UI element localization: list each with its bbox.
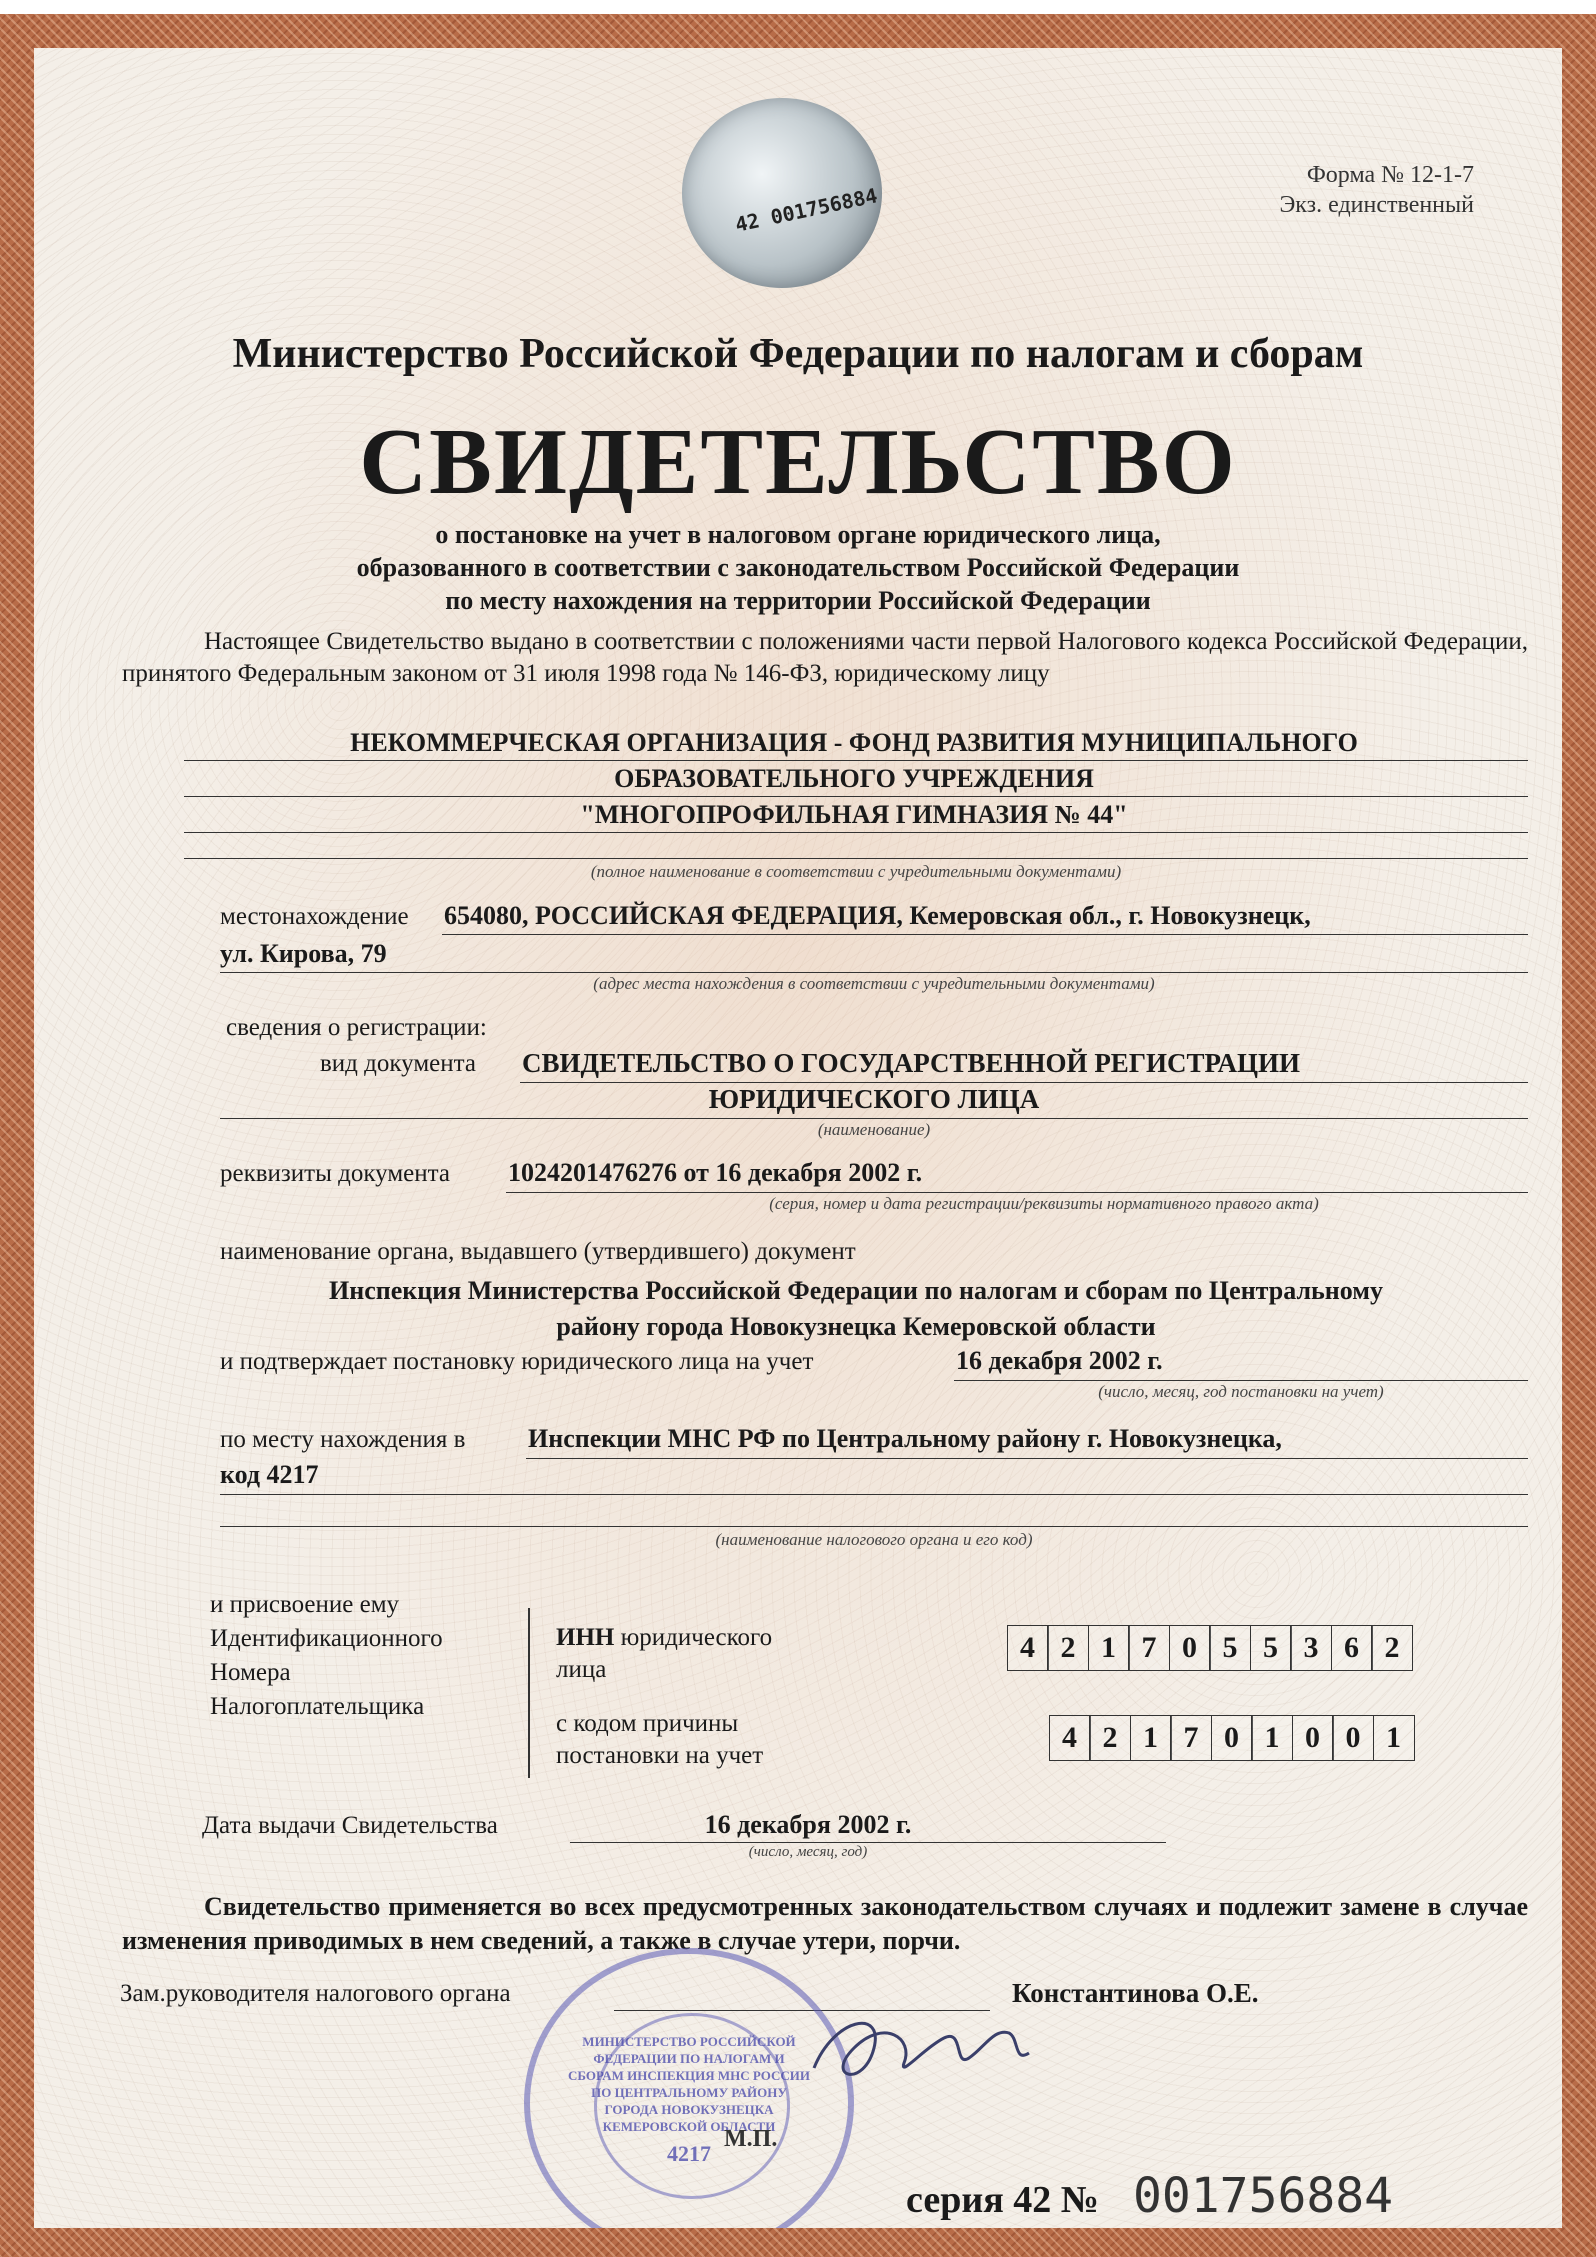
confirmation-label: и подтверждает постановку юридического лица на учет [220, 1348, 814, 1375]
underline [526, 1458, 1528, 1459]
tax-office-label: по месту нахождения в [220, 1426, 466, 1453]
location-label: местонахождение [220, 903, 409, 930]
doc-details-label: реквизиты документа [220, 1160, 450, 1187]
inn-caption-line-3: Номера [210, 1659, 291, 1686]
inn-label-rest: юридического [614, 1624, 773, 1651]
tax-office-line-2: код 4217 [220, 1460, 319, 1489]
org-name-hint: (полное наименование в соответствии с учредительными документами) [590, 862, 1122, 881]
doc-details-hint: (серия, номер и дата регистрации/реквизиты нормативного правого акта) [769, 1194, 1319, 1213]
issue-date-hint: (число, месяц, год) [748, 1844, 868, 1860]
registration-label: сведения о регистрации: [226, 1014, 487, 1041]
kpp-digit-boxes [1050, 1715, 1415, 1761]
kpp-label-line-2: постановки на учет [556, 1742, 764, 1769]
location-line-2: ул. Кирова, 79 [220, 939, 387, 968]
issuer-line-1: Инспекция Министерства Российской Федерации по налогам и сборам по Центральному [329, 1276, 1383, 1305]
underline [184, 760, 1528, 761]
kpp-label [556, 1708, 763, 1772]
kpp-digit: 2 [1089, 1715, 1131, 1761]
certificate-paper [34, 48, 1562, 2228]
underline [220, 972, 1528, 973]
stamp-inscription: МИНИСТЕРСТВО РОССИЙСКОЙ ФЕДЕРАЦИИ ПО НАЛОГАМ И СБОРАМ ИНСПЕКЦИЯ МНС РОССИИ ПО ЦЕНТРАЛЬНОМУ РАЙОНУ ГОРОДА НОВОКУЗНЕЦКА КЕМЕРОВСКОЙ ОБЛАСТИ [567, 2034, 811, 2134]
doc-type-line-1: СВИДЕТЕЛЬСТВО О ГОСУДАРСТВЕННОЙ РЕГИСТРАЦИИ [522, 1048, 1301, 1078]
underline [954, 1380, 1528, 1381]
kpp-digit: 0 [1332, 1715, 1374, 1761]
underline [520, 1082, 1528, 1083]
underline [220, 1526, 1528, 1527]
location-hint: (адрес места нахождения в соответствии с учредительными документами) [593, 974, 1155, 993]
kpp-digit: 0 [1292, 1715, 1334, 1761]
doc-type-hint: (наименование) [817, 1120, 931, 1139]
org-name-line-1: НЕКОММЕРЧЕСКАЯ ОРГАНИЗАЦИЯ - ФОНД РАЗВИТИЯ МУНИЦИПАЛЬНОГО [350, 728, 1358, 757]
tax-office-hint: (наименование налогового органа и его код) [715, 1530, 1033, 1549]
document-title: СВИДЕТЕЛЬСТВО [359, 410, 1237, 514]
subtitle-line-1: о постановке на учет в налоговом органе юридического лица, [435, 520, 1161, 549]
issue-date-label: Дата выдачи Свидетельства [202, 1812, 498, 1839]
inn-digit: 2 [1047, 1625, 1089, 1671]
issue-date: 16 декабря 2002 г. [704, 1810, 912, 1839]
doc-type-label: вид документа [320, 1050, 476, 1077]
inn-digit: 4 [1007, 1625, 1049, 1671]
inn-digit: 1 [1088, 1625, 1130, 1671]
underline [570, 1842, 1166, 1843]
inn-digit: 5 [1250, 1625, 1292, 1671]
kpp-digit: 1 [1373, 1715, 1415, 1761]
signature-mark [794, 2008, 1034, 2098]
serial-number: 001756884 [1132, 2168, 1394, 2224]
inn-label [556, 1622, 772, 1686]
issuer-line-2: району города Новокузнецка Кемеровской области [556, 1312, 1156, 1341]
inn-caption-line-4: Налогоплательщика [210, 1693, 425, 1720]
kpp-digit: 7 [1170, 1715, 1212, 1761]
inn-left-caption [210, 1588, 443, 1724]
inn-abbr: ИНН [556, 1624, 615, 1651]
seal-place-mark: М.П. [724, 2126, 778, 2152]
copy-note: Экз. единственный [1279, 192, 1474, 218]
stamp-code: 4217 [667, 2141, 711, 2166]
serial-block [906, 2168, 1393, 2224]
document-subtitle [34, 518, 1562, 617]
underline [184, 796, 1528, 797]
inn-digit: 6 [1331, 1625, 1373, 1671]
kpp-label-line-1: с кодом причины [556, 1710, 739, 1737]
org-name-line-2: ОБРАЗОВАТЕЛЬНОГО УЧРЕЖДЕНИЯ [614, 764, 1094, 793]
subtitle-line-3: по месту нахождения на территории Российской Федерации [445, 586, 1151, 615]
kpp-digit: 0 [1211, 1715, 1253, 1761]
inn-digit: 2 [1371, 1625, 1413, 1671]
kpp-digit: 1 [1130, 1715, 1172, 1761]
underline [184, 858, 1528, 859]
underline [184, 832, 1528, 833]
validity-note: Свидетельство применяется во всех предусмотренных законодательством случаях и подлежит замене в случае изменения приводимых в нем сведений, а также в случае утери, порчи. [122, 1892, 1528, 1955]
doc-details-value: 1024201476276 от 16 декабря 2002 г. [508, 1158, 923, 1187]
form-number-block [1279, 160, 1474, 220]
kpp-digit: 4 [1049, 1715, 1091, 1761]
org-name-line-3: "МНОГОПРОФИЛЬНАЯ ГИМНАЗИЯ № 44" [580, 800, 1128, 829]
location-line-1: 654080, РОССИЙСКАЯ ФЕДЕРАЦИЯ, Кемеровская обл., г. Новокузнецк, [444, 901, 1311, 930]
underline [220, 1494, 1528, 1495]
inn-divider [528, 1608, 530, 1778]
inn-caption-line-2: Идентификационного [210, 1625, 443, 1652]
inn-digit: 7 [1128, 1625, 1170, 1671]
underline [506, 1192, 1528, 1193]
inn-digit: 5 [1209, 1625, 1251, 1671]
underline [442, 934, 1528, 935]
hologram-number: 42 001756884 [733, 183, 880, 237]
tax-office-line-1: Инспекции МНС РФ по Центральному району г. Новокузнецка, [528, 1424, 1282, 1453]
serial-label: серия 42 № [906, 2179, 1099, 2221]
intro-paragraph: Настоящее Свидетельство выдано в соответствии с положениями части первой Налогового кодекса Российской Федерации, принятого Федеральным законом от 31 июля 1998 года № 146-ФЗ, юридическому лицу [122, 628, 1528, 687]
inn-digit: 0 [1169, 1625, 1211, 1671]
doc-type-line-2: ЮРИДИЧЕСКОГО ЛИЦА [708, 1084, 1040, 1114]
underline [220, 1118, 1528, 1119]
inn-label-line-2: лица [556, 1656, 607, 1683]
confirmation-date: 16 декабря 2002 г. [956, 1346, 1163, 1375]
inn-digit: 3 [1290, 1625, 1332, 1671]
subtitle-line-2: образованного в соответствии с законодательством Российской Федерации [356, 553, 1240, 582]
kpp-digit: 1 [1251, 1715, 1293, 1761]
signatory-title: Зам.руководителя налогового органа [120, 1980, 511, 2007]
signatory-name: Константинова О.Е. [1012, 1978, 1259, 2008]
form-number: Форма № 12-1-7 [1306, 162, 1474, 188]
confirmation-hint: (число, месяц, год постановки на учет) [1098, 1382, 1384, 1401]
issuer-label: наименование органа, выдавшего (утвердившего) документ [220, 1238, 856, 1265]
inn-caption-line-1: и присвоение ему [210, 1591, 400, 1618]
inn-digit-boxes [1008, 1625, 1413, 1671]
ministry-heading: Министерство Российской Федерации по налогам и сборам [232, 331, 1364, 377]
